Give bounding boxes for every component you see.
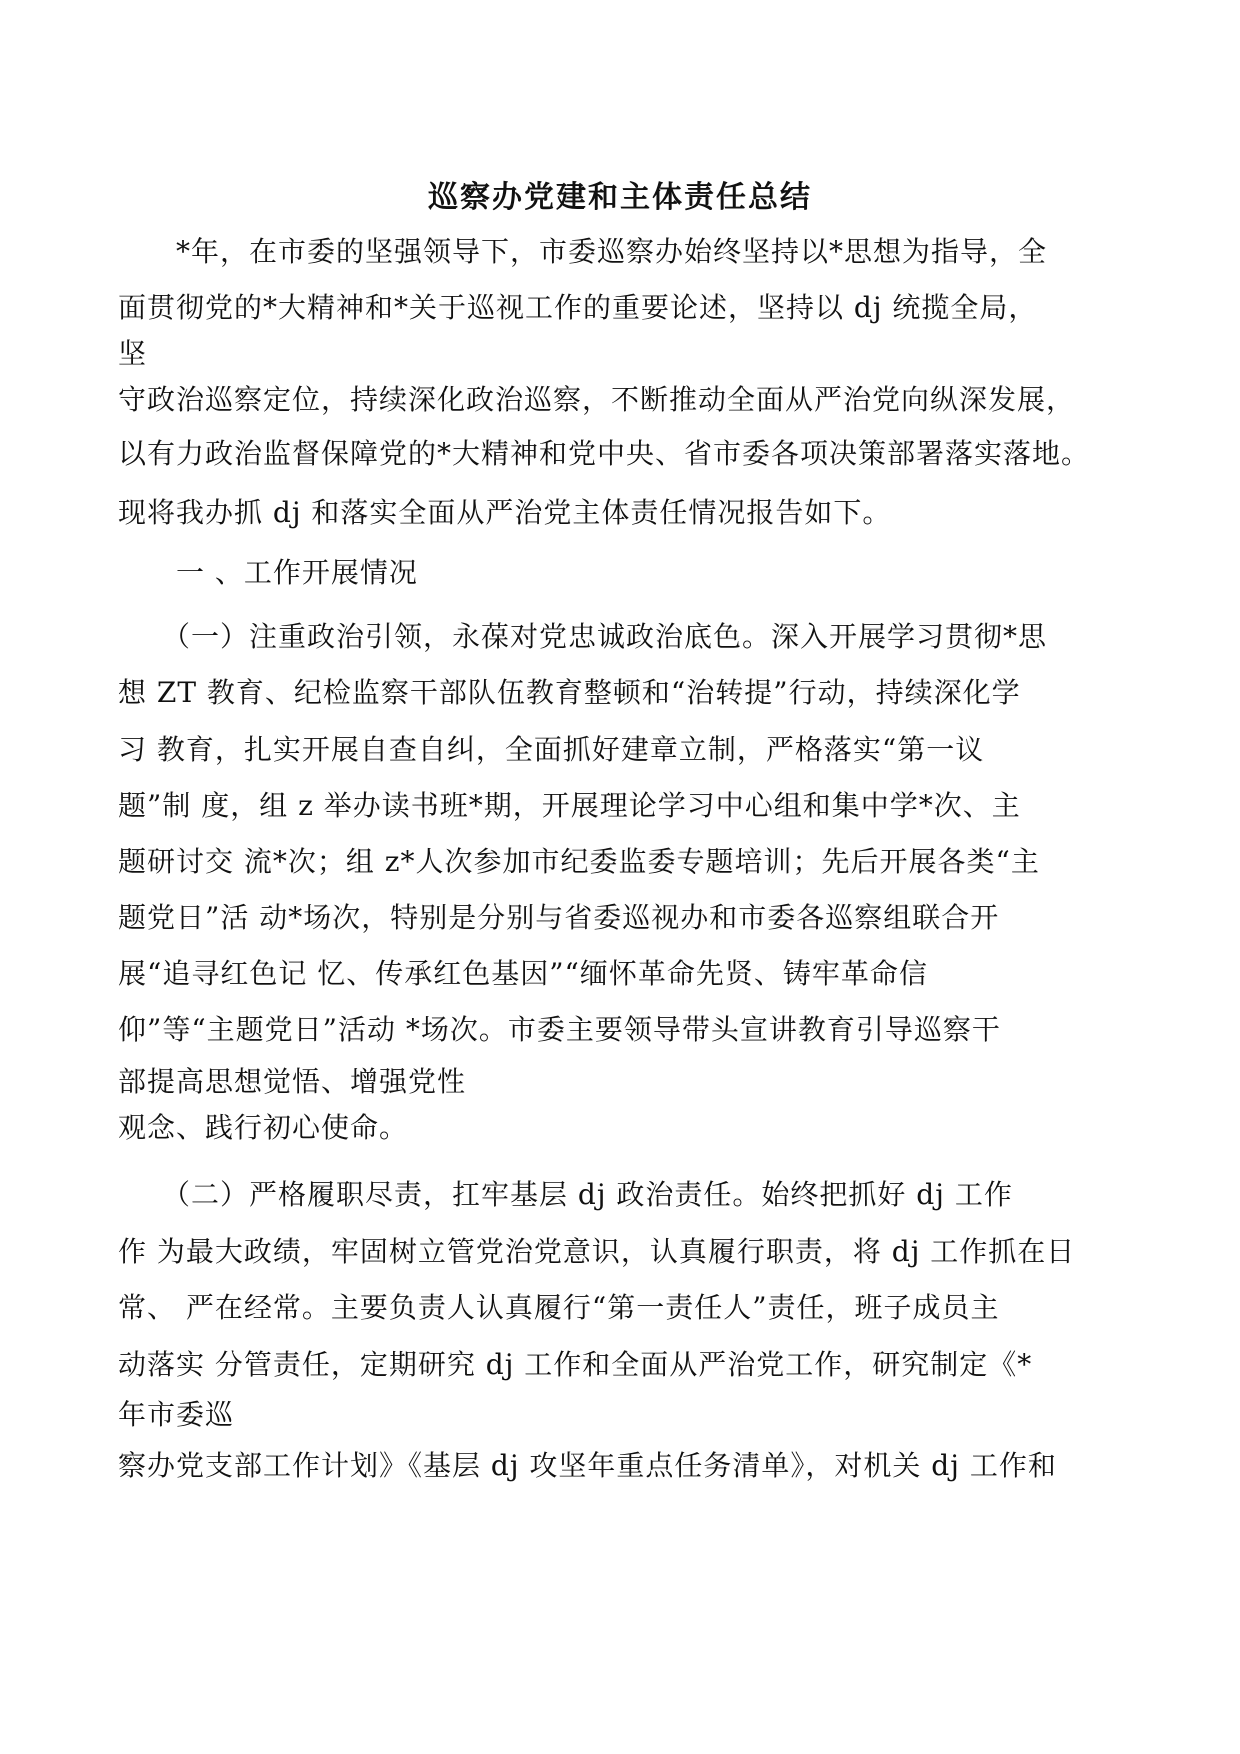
section-heading: 一 、工作开展情况	[118, 556, 418, 589]
body-line: （二）严格履职尽责，扛牢基层 dj 政治责任。始终把抓好 dj 工作	[118, 1178, 1013, 1211]
body-line: 现将我办抓 dj 和落实全面从严治党主体责任情况报告如下。	[118, 496, 892, 529]
body-line: 仰”等“主题党日”活动 *场次。市委主要领导带头宣讲教育引导巡察干	[118, 1013, 1001, 1046]
body-line: *年，在市委的坚强领导下，市委巡察办始终坚持以*思想为指导，全	[118, 235, 1048, 268]
body-line: 习 教育，扎实开展自查自纠，全面抓好建章立制，严格落实“第一议	[118, 733, 985, 766]
page-title: 巡察办党建和主体责任总结	[428, 180, 812, 215]
body-line: 常、 严在经常。主要负责人认真履行“第一责任人”责任，班子成员主	[118, 1291, 1000, 1324]
body-line: （一）注重政治引领，永葆对党忠诚政治底色。深入开展学习贯彻*思	[118, 620, 1048, 653]
body-line: 动落实 分管责任，定期研究 dj 工作和全面从严治党工作，研究制定《*	[118, 1348, 1033, 1381]
body-line: 年市委巡	[118, 1398, 235, 1431]
body-line: 题”制 度，组 z 举办读书班*期，开展理论学习中心组和集中学*次、主	[118, 789, 1021, 822]
body-line: 作 为最大政绩，牢固树立管党治党意识，认真履行职责，将 dj 工作抓在日	[118, 1235, 1076, 1268]
body-line: 展“追寻红色记 忆、传承红色基因”“缅怀革命先贤、铸牢革命信	[118, 957, 928, 990]
body-line: 部提高思想觉悟、增强党性	[118, 1065, 467, 1098]
body-line: 察办党支部工作计划》《基层 dj 攻坚年重点任务清单》，对机关 dj 工作和	[118, 1449, 1057, 1482]
body-line: 以有力政治监督保障党的*大精神和党中央、省市委各项决策部署落实落地。	[118, 437, 1091, 470]
body-line: 想 ZT 教育、纪检监察干部队伍教育整顿和“治转提”行动，持续深化学	[118, 676, 1021, 709]
body-line: 观念、践行初心使命。	[118, 1111, 409, 1144]
body-line: 题党日”活 动*场次，特别是分别与省委巡视办和市委各巡察组联合开	[118, 901, 1000, 934]
body-line: 面贯彻党的*大精神和*关于巡视工作的重要论述，坚持以 dj 统揽全局，	[118, 291, 1038, 324]
body-line: 题研讨交 流*次；组 z*人次参加市纪委监委专题培训；先后开展各类“主	[118, 845, 1040, 878]
body-line: 坚	[118, 337, 148, 370]
body-line: 守政治巡察定位，持续深化政治巡察，不断推动全面从严治党向纵深发展，	[118, 383, 1076, 416]
